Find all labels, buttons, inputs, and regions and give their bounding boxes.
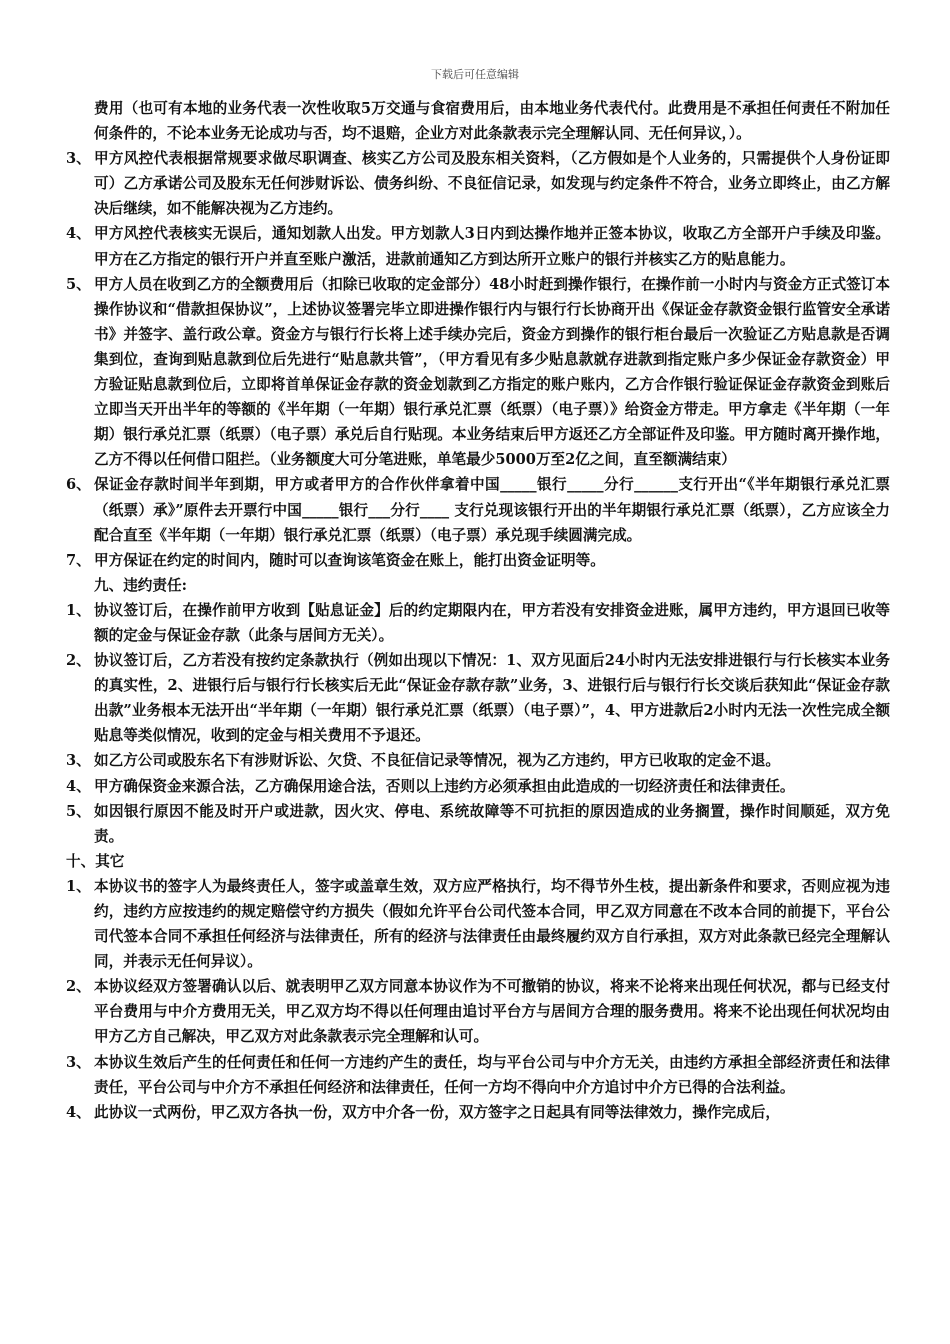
clause-number: 3、 bbox=[66, 752, 91, 770]
clause-text: 本协议生效后产生的任何责任和任何一方违约产生的责任，均与平台公司与中介方无关，由违约方承担全部经济责任和法律责任，平台公司与中介方不承担任何经济和法律责任，任何一方均不得向中介方追讨中介方已得的合法利益。 bbox=[94, 1053, 890, 1096]
clause-number: 3、 bbox=[66, 150, 91, 168]
clause-text: 本协议书的签字人为最终责任人，签字或盖章生效，双方应严格执行，均不得节外生枝，提出新条件和要求，否则应视为违约，违约方应按违约的规定赔偿守约方损失（假如允许平台公司代签本合同，甲乙双方同意在不改本合同的前提下，平台公司代签本合同不承担任何经济与法律责任，所有的经济与法律责任由最终履约双方自行承担，双方对此条款已经完全理解认同，并表示无任何异议）。 bbox=[94, 877, 890, 971]
clause-item bbox=[66, 774, 890, 799]
clause-text: 本协议经双方签署确认以后、就表明甲乙双方同意本协议作为不可撤销的协议，将来不论将来出现任何状况，都与已经支付平台费用与中介方费用无关，甲乙双方均不得以任何理由追讨平台方与居间方合理的服务费用。将来不论出现任何状况均由甲方乙方自己解决，甲乙双方对此条款表示完全理解和认可。 bbox=[94, 978, 890, 1046]
clause-item bbox=[66, 1050, 890, 1100]
clause-list-section-10 bbox=[66, 874, 890, 1125]
clause-item bbox=[66, 472, 890, 547]
clause-text: 甲方确保资金来源合法，乙方确保用途合法，否则以上违约方必须承担由此造成的一切经济责任和法律责任。 bbox=[94, 777, 795, 795]
clause-text: 甲方人员在收到乙方的全额费用后（扣除已收取的定金部分）48小时赶到操作银行，在操作前一小时内与资金方正式签订本操作协议和“借款担保协议”，上述协议签署完毕立即进操作银行内与银行行长协商开出《保证金存款资金银行监管安全承诺书》并签字、盖行政公章。资金方与银行行长将上述手续办完后，资金方到操作的银行柜台最后一次验证乙方贴息款是否调集到位，查询到贴息款到位后先进行“贴息款共管”，（甲方看见有多少贴息款就存进款到指定账户多少保证金存款资金）甲方验证贴息款到位后，立即将首单保证金存款的资金划款到乙方指定的账户账内，乙方合作银行验证保证金存款资金到账后立即当天开出半年的等额的《半年期（一年期）银行承兑汇票（纸票）（电子票）》给资金方带走。甲方拿走《半年期（一年期）银行承兑汇票（纸票）（电子票）承兑后自行贴现。本业务结束后甲方返还乙方全部证件及印鉴。甲方随时离开操作地，乙方不得以任何借口阻拦。（业务额度大可分笔进账，单笔最少5000万至2亿之间，直至额满结束） bbox=[94, 275, 890, 469]
clause-item bbox=[66, 648, 890, 748]
clause-text: 协议签订后，乙方若没有按约定条款执行（例如出现以下情况：1、双方见面后24小时内无法安排进银行与行长核实本业务的真实性，2、进银行后与银行行长核实后无此“保证金存款存款”业务，3、进银行后与银行行长交谈后获知此“保证金存款出款”业务根本无法开出“半年期（一年期）银行承兑汇票（纸票）（电子票）”，4、甲方进款后2小时内无法一次性完成全额贴息等类似情况，收到的定金与相关费用不予退还。 bbox=[94, 652, 890, 745]
clause-item bbox=[66, 146, 890, 221]
clause-item bbox=[66, 272, 890, 473]
section-ten-title: 十、其它 bbox=[66, 852, 125, 870]
clause-text: 如因银行原因不能及时开户或进款，因火灾、停电、系统故障等不可抗拒的原因造成的业务搁置，操作时间顺延，双方免责。 bbox=[94, 802, 890, 845]
clause-number: 7、 bbox=[66, 551, 91, 569]
clause-list-section-9 bbox=[66, 598, 890, 849]
clause-number: 1、 bbox=[66, 877, 91, 895]
clause-number: 4、 bbox=[66, 1103, 91, 1121]
clause-item bbox=[66, 548, 890, 573]
clause-item bbox=[66, 799, 890, 849]
clause-text: 甲方风控代表根据常规要求做尽职调查、核实乙方公司及股东相关资料，（乙方假如是个人业务的，只需提供个人身份证即可）乙方承诺公司及股东无任何涉财诉讼、债务纠纷、不良征信记录，如发现与约定条件不符合，业务立即终止，由乙方解决后继续，如不能解决视为乙方违约。 bbox=[94, 150, 890, 218]
clause-list-section-8 bbox=[66, 146, 890, 573]
clause-text: 协议签订后，在操作前甲方收到【贴息证金】后的约定期限内在，甲方若没有安排资金进账，属甲方违约，甲方退回已收等额的定金与保证金存款（此条与居间方无关）。 bbox=[94, 601, 890, 644]
clause-item bbox=[66, 974, 890, 1049]
clause-number: 5、 bbox=[66, 802, 91, 820]
clause-number: 4、 bbox=[66, 225, 91, 243]
clause-number: 6、 bbox=[66, 476, 91, 494]
continuation-paragraph: 费用（也可有本地的业务代表一次性收取5万交通与食宿费用后，由本地业务代表代付。此费用是不承担任何责任不附加任何条件的，不论本业务无论成功与否，均不退赔，企业方对此条款表示完全理解认同、无任何异议，）。 bbox=[94, 100, 890, 143]
clause-text: 如乙方公司或股东名下有涉财诉讼、欠贷、不良征信记录等情况，视为乙方违约，甲方已收取的定金不退。 bbox=[94, 752, 780, 770]
clause-text: 保证金存款时间半年到期，甲方或者甲方的合作伙伴拿着中国_____银行_____分行______支行开出“《半年期银行承兑汇票（纸票）承》”原件去开票行中国_____银行___分行____ 支行兑现该银行开出的半年期银行承兑汇票（纸票），乙方应该全力配合直至《半年期（一年期）银行承兑汇票（纸票）（电子票）承兑现手续圆满完成。 bbox=[94, 476, 890, 544]
clause-number: 2、 bbox=[66, 978, 91, 996]
clause-item bbox=[66, 748, 890, 773]
clause-item bbox=[66, 221, 890, 271]
clause-text: 甲方保证在约定的时间内，随时可以查询该笔资金在账上，能打出资金证明等。 bbox=[94, 551, 605, 569]
clause-item bbox=[66, 598, 890, 648]
section-nine-title: 九、违约责任: bbox=[94, 576, 187, 594]
clause-number: 1、 bbox=[66, 601, 91, 619]
clause-item bbox=[66, 1100, 890, 1125]
clause-number: 5、 bbox=[66, 275, 91, 293]
clause-text: 此协议一式两份，甲乙双方各执一份，双方中介各一份，双方签字之日起具有同等法律效力，操作完成后， bbox=[94, 1103, 780, 1121]
clause-item bbox=[66, 874, 890, 974]
clause-number: 2、 bbox=[66, 652, 91, 670]
clause-text: 甲方风控代表核实无误后，通知划款人出发。甲方划款人3日内到达操作地并正签本协议，收取乙方全部开户手续及印鉴。甲方在乙方指定的银行开户并直至账户激活，进款前通知乙方到达所开立账户的银行并核实乙方的贴息能力。 bbox=[94, 225, 890, 268]
document-body bbox=[66, 96, 890, 1125]
page-header: 下载后可任意编辑 bbox=[431, 68, 519, 81]
clause-number: 3、 bbox=[66, 1053, 91, 1071]
clause-number: 4、 bbox=[66, 777, 91, 795]
